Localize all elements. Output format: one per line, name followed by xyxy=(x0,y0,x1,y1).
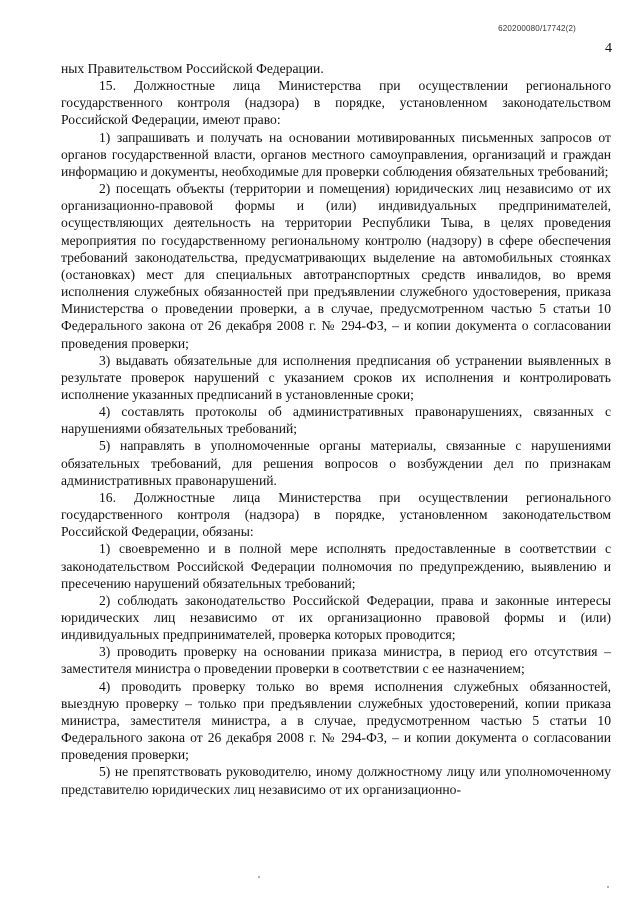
paragraph-15-item-2: 2) посещать объекты (территории и помещения) юридических лиц независимо от их организационно-правовой формы и (или) индивидуальных предпринимателей, осуществляющих деятельность на территории Республики Тыва, в целях проведения мероприятия по государственному региональному контролю (надзору) в сфере обеспечения требований законодательства, предусматривающих выделение на автомобильных стоянках (остановках) мест для специальных автотранспортных средств инвалидов, во время исполнения служебных обязанностей при предъявлении служебного удостоверения, приказа Министерства о проведении проверки, а в случае, предусмотренном частью 5 статьи 10 Федерального закона от 26 декабря 2008 г. № 294-ФЗ, – и копии документа о согласовании проведения проверки; xyxy=(61,181,611,351)
paragraph-15-item-5: 5) направлять в уполномоченные органы материалы, связанные с нарушениями обязательных требований, для решения вопросов о возбуждении дел по признакам административных правонарушений. xyxy=(61,438,611,488)
paragraph-16-item-5: 5) не препятствовать руководителю, иному должностному лицу или уполномоченному представителю юридических лиц независимо от их организационно- xyxy=(61,764,611,797)
document-code: 620200080/17742(2) xyxy=(498,24,576,33)
paragraph-15-item-4: 4) составлять протоколы об административных правонарушениях, связанных с нарушениями обязательных требований; xyxy=(61,404,611,437)
paragraph-15-item-1: 1) запрашивать и получать на основании мотивированных письменных запросов от органов государственной власти, органов местного самоуправления, организаций и граждан информацию и документы, необходимые для проверки соблюдения обязательных требований; xyxy=(61,129,611,179)
paragraph-clause-15: 15. Должностные лица Министерства при осуществлении регионального государственного контроля (надзора) в порядке, установленном законодательством Российской Федерации, имеют право: xyxy=(61,78,611,128)
paragraph-continuation: ных Правительством Российской Федерации. xyxy=(61,61,324,76)
paragraph-15-item-3: 3) выдавать обязательные для исполнения предписания об устранении выявленных в результате проверок нарушений с указанием сроков их исполнения и контролировать исполнение указанных предписаний в установленные сроки; xyxy=(61,352,611,402)
scan-speck xyxy=(607,886,609,888)
document-body xyxy=(61,60,611,798)
scan-speck xyxy=(258,876,260,878)
paragraph-16-item-1: 1) своевременно и в полной мере исполнять предоставленные в соответствии с законодательством Российской Федерации полномочия по предупреждению, выявлению и пресечению нарушений обязательных требований; xyxy=(61,541,611,591)
page-number: 4 xyxy=(605,41,612,56)
paragraph-16-item-2: 2) соблюдать законодательство Российской Федерации, права и законные интересы юридических лиц независимо от их организационно правовой формы и (или) индивидуальных предпринимателей, проверка которых проводится; xyxy=(61,592,611,643)
paragraph-16-item-4: 4) проводить проверку только во время исполнения служебных обязанностей, выездную проверку – только при предъявлении служебных удостоверений, копии приказа министра, заместителя министра, а в случае, предусмотренном частью 5 статьи 10 Федерального закона от 26 декабря 2008 г. № 294-ФЗ, – и копии документа о согласовании проведения проверки; xyxy=(61,678,611,763)
paragraph-clause-16: 16. Должностные лица Министерства при осуществлении регионального государственного контроля (надзора) в порядке, установленном законодательством Российской Федерации, обязаны: xyxy=(61,489,611,540)
paragraph-16-item-3: 3) проводить проверку на основании приказа министра, в период его отсутствия – заместителя министра о проведении проверки в соответствии с ее назначением; xyxy=(61,644,611,677)
